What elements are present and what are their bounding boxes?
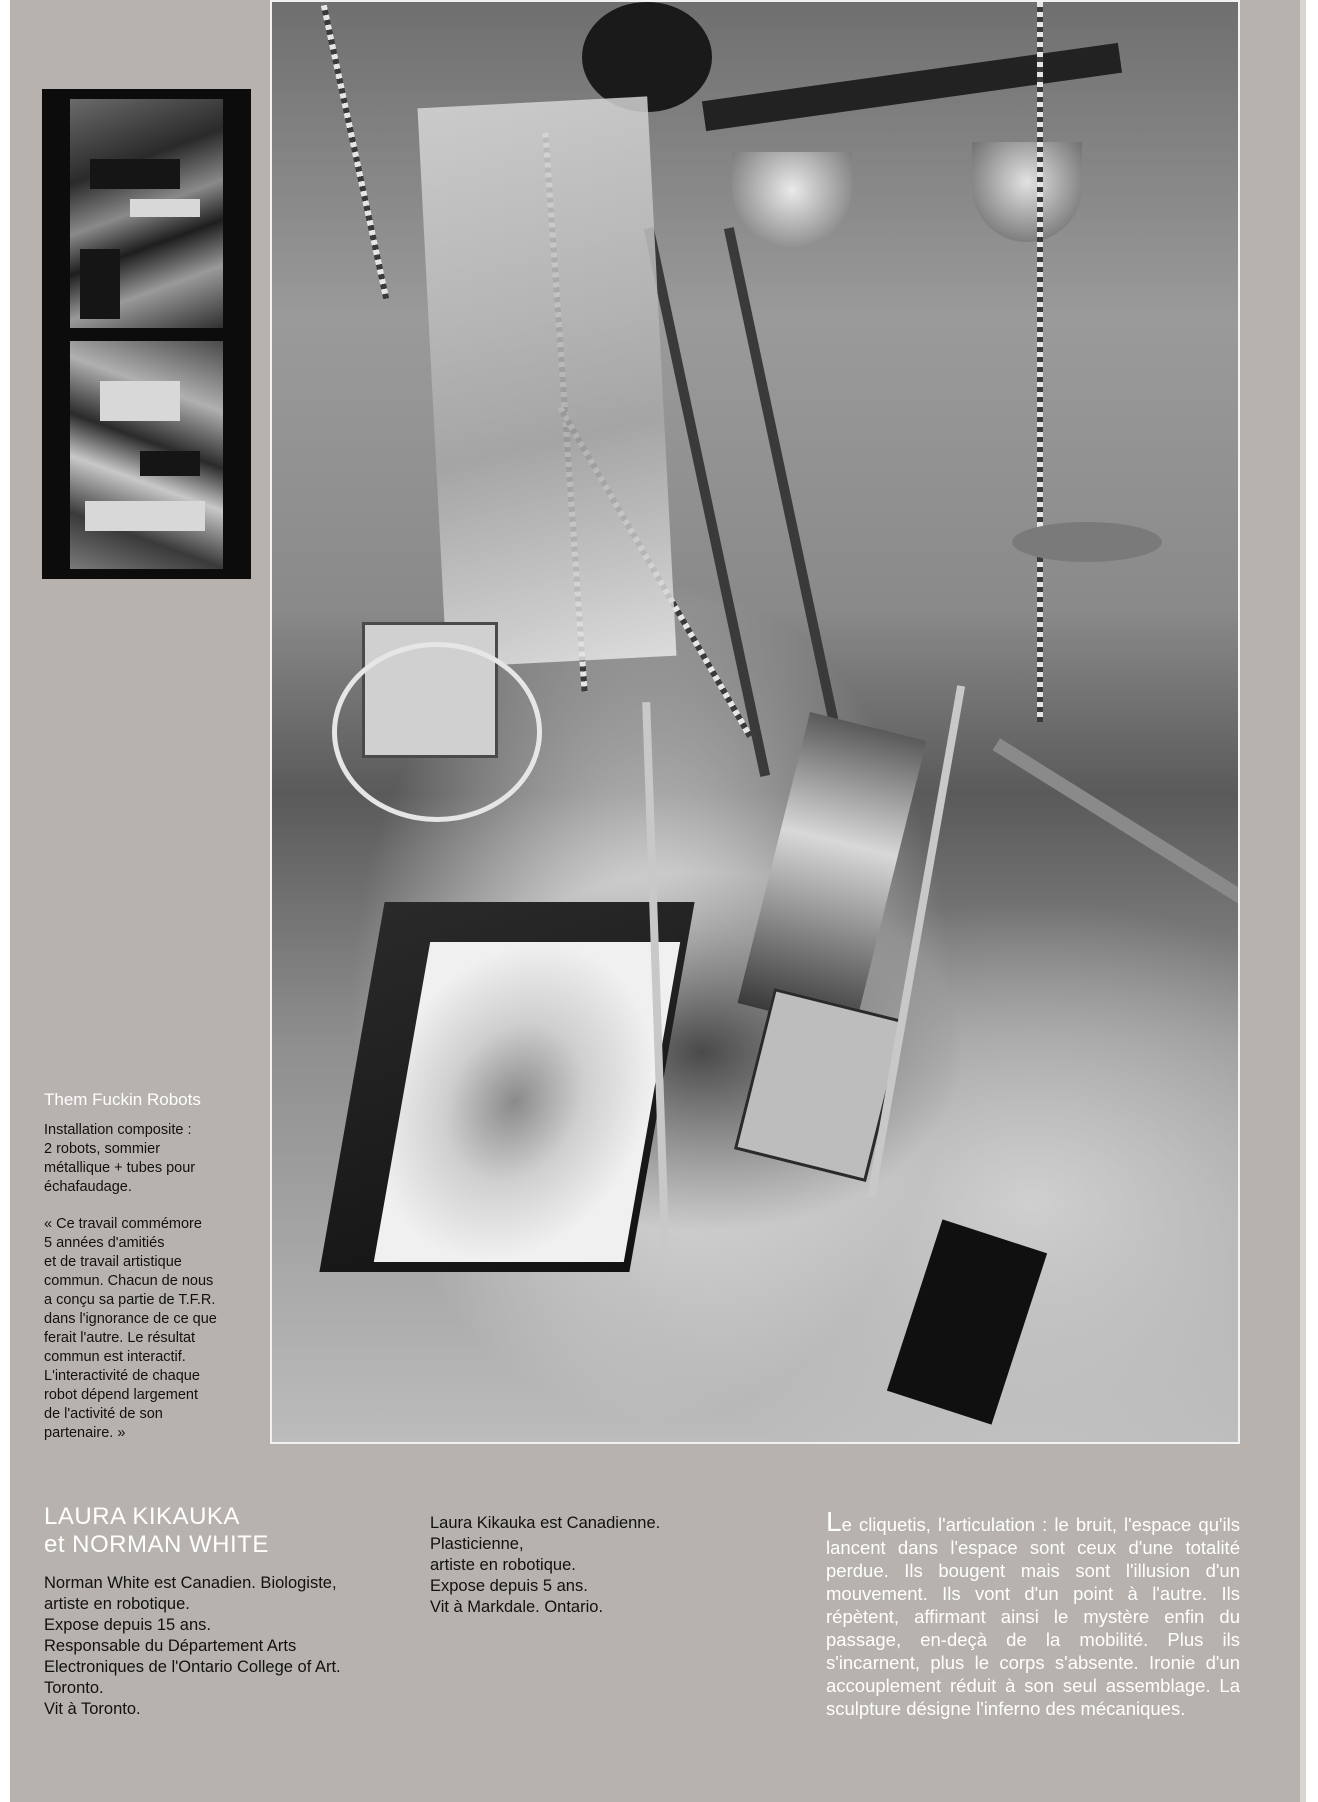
essay-dropcap: L bbox=[826, 1506, 842, 1537]
installation-photo-main bbox=[270, 0, 1240, 1444]
installation-photo-bottom bbox=[70, 341, 223, 569]
bio-laura-kikauka: Laura Kikauka est Canadienne. Plasticienne, artiste en robotique. Expose depuis 5 ans. Vit à Markdale. Ontario. bbox=[430, 1514, 661, 1616]
lamp-shape bbox=[972, 142, 1082, 242]
bio-norman-white: Norman White est Canadien. Biologiste, artiste en robotique. Expose depuis 15 ans. Responsable du Département Arts Electroniques de l'Ontario College of Art. Toronto. Vit à Toronto. bbox=[44, 1574, 341, 1718]
essay-body: e cliquetis, l'articulation : le bruit, l'espace qu'ils lancent dans l'espace sont ceux d'une totalité perdue. Ils bougent mais sont l'illusion d'un mouvement. Ils vont d'un point à l'autre. Ils répètent, affirmant ainsi le mystère enfin du passage, en-deçà de la mobilité. Plus ils s'incarnent, plus le corps s'absente. Ironie d'un accouplement réduit à son seul assemblage. La sculpture désigne l'inferno des mécaniques. bbox=[826, 1514, 1240, 1719]
installation-photo-top bbox=[70, 99, 223, 328]
caption-title: Them Fuckin Robots bbox=[44, 1090, 201, 1109]
lamp-shape bbox=[732, 152, 852, 247]
caption-quote: « Ce travail commémore 5 années d'amitiés et de travail artistique commun. Chacun de nous a conçu sa partie de T.F.R. dans l'ignorance de ce que ferait l'autre. Le résultat commun est interactif. L'interactivité de chaque robot dépend largement de l'activité de son partenaire. » bbox=[44, 1216, 217, 1441]
essay-text bbox=[826, 1506, 1240, 1720]
artists-heading: LAURA KIKAUKA et NORMAN WHITE bbox=[44, 1503, 269, 1558]
photo-strip bbox=[42, 89, 251, 579]
caption-description: Installation composite : 2 robots, sommier métallique + tubes pour échafaudage. bbox=[44, 1122, 196, 1195]
catalog-page bbox=[10, 0, 1306, 1802]
page-edge bbox=[1300, 0, 1306, 1802]
